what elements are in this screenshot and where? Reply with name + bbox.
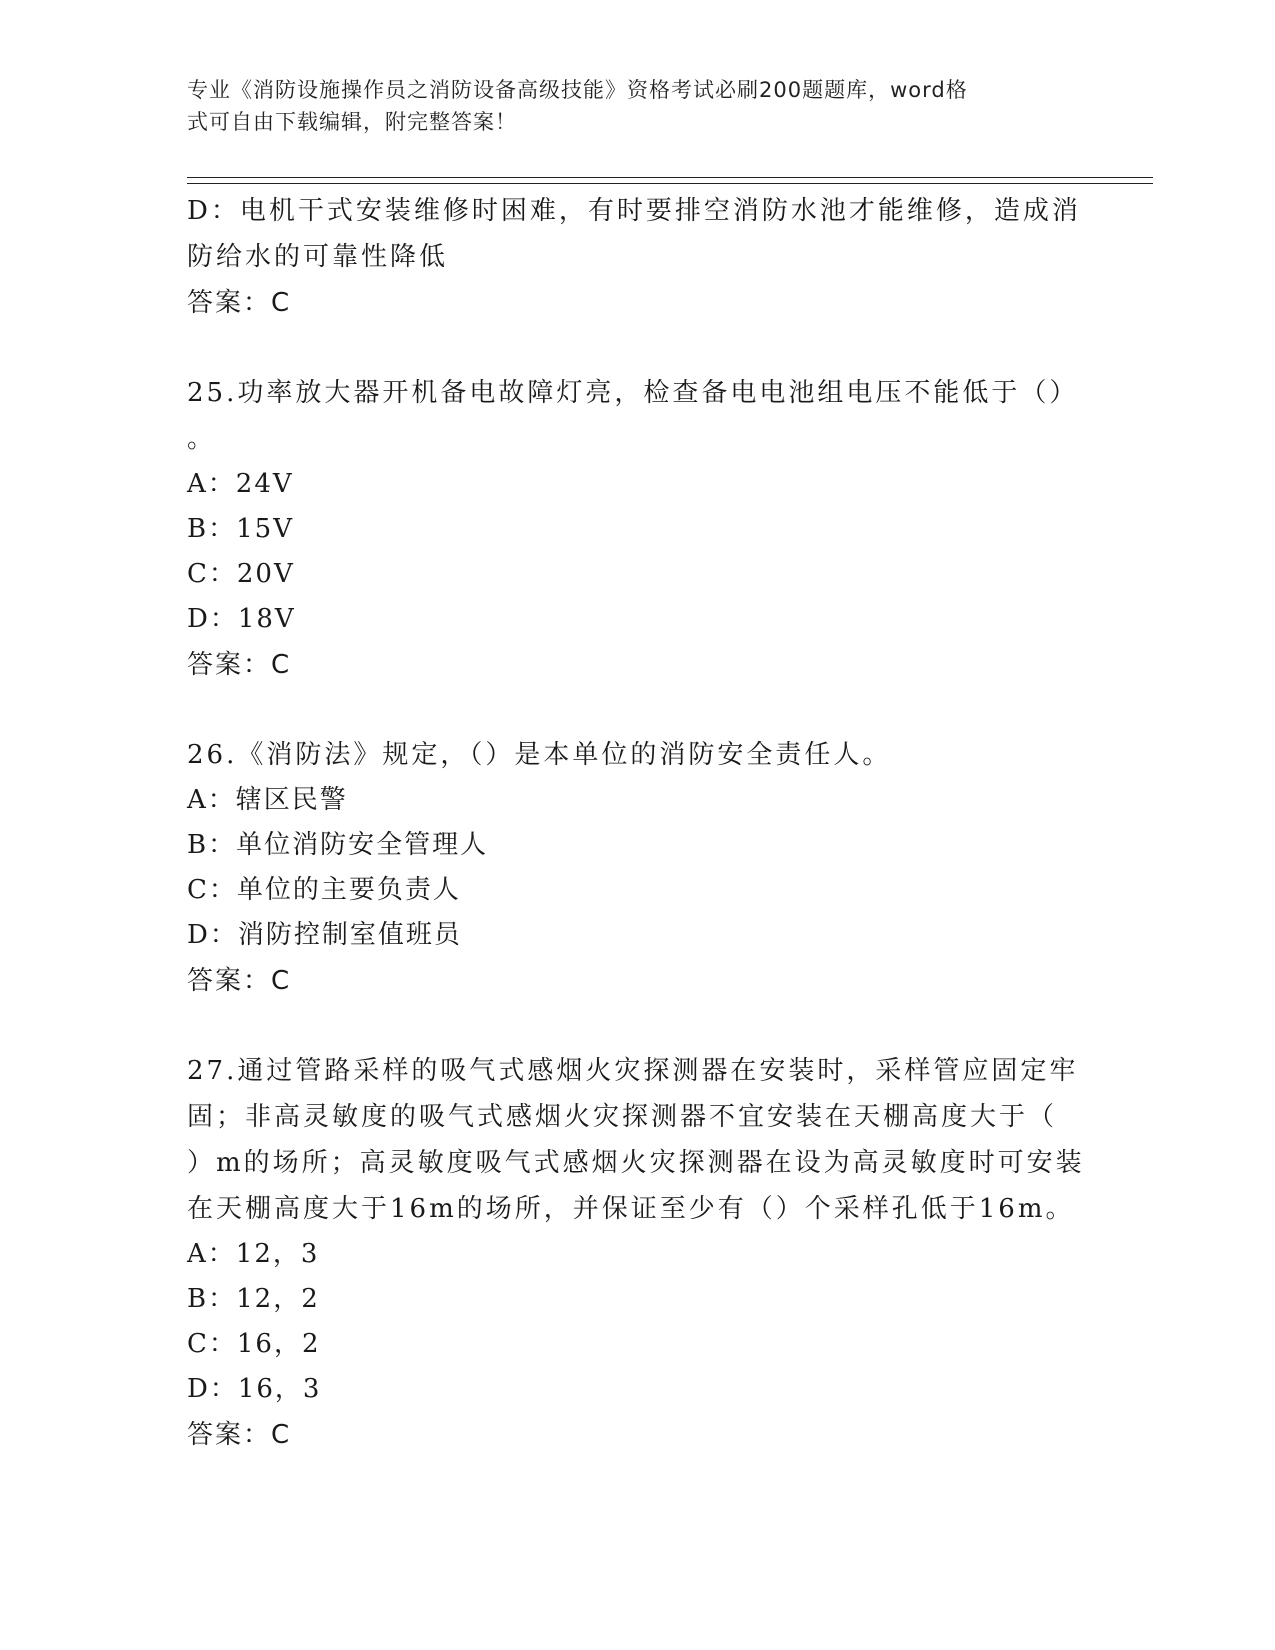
question-stem: 27.通过管路采样的吸气式感烟火灾探测器在安装时，采样管应固定牢: [187, 1056, 1079, 1086]
option-b: B：单位消防安全管理人: [187, 830, 489, 860]
header-divider-top: [187, 177, 1153, 178]
option-c: C：16，2: [187, 1329, 321, 1359]
question-stem: 26.《消防法》规定，（）是本单位的消防安全责任人。: [187, 740, 892, 770]
option-d-line-1: D：电机干式安装维修时困难，有时要排空消防水池才能维修，造成消: [187, 196, 1081, 226]
option-d: D：16，3: [187, 1374, 322, 1404]
answer-line: 答案：C: [187, 288, 292, 318]
question-26: [187, 732, 1087, 1004]
question-27: [187, 1048, 1087, 1458]
answer-line: 答案：C: [187, 1420, 292, 1450]
question-stem: 。: [187, 424, 217, 454]
question-stem: 25.功率放大器开机备电故障灯亮，检查备电电池组电压不能低于（）: [187, 378, 1079, 408]
document-header: [187, 74, 1067, 138]
option-a: A：辖区民警: [187, 785, 348, 815]
header-line-2: 式可自由下载编辑，附完整答案！: [187, 110, 517, 134]
option-c: C：20V: [187, 559, 295, 589]
option-d: D：消防控制室值班员: [187, 920, 462, 950]
question-24-tail: [187, 188, 1087, 326]
question-25: [187, 370, 1087, 688]
spacer: [187, 1004, 1087, 1048]
spacer: [187, 326, 1087, 370]
option-b: B：15V: [187, 514, 294, 544]
answer-line: 答案：C: [187, 650, 292, 680]
option-b: B：12，2: [187, 1284, 320, 1314]
document-body: [187, 188, 1087, 1458]
question-stem: 在天棚高度大于16m的场所，并保证至少有（）个采样孔低于16m。: [187, 1194, 1075, 1224]
header-divider-bottom: [187, 183, 1153, 184]
option-d: D：18V: [187, 604, 296, 634]
option-d-line-2: 防给水的可靠性降低: [187, 242, 449, 272]
option-a: A：24V: [187, 469, 294, 499]
question-stem: 固；非高灵敏度的吸气式感烟火灾探测器不宜安装在天棚高度大于（: [187, 1102, 1058, 1132]
spacer: [187, 688, 1087, 732]
header-line-1: 专业《消防设施操作员之消防设备高级技能》资格考试必刷200题题库，word格: [187, 78, 968, 102]
question-stem: ）m的场所；高灵敏度吸气式感烟火灾探测器在设为高灵敏度时可安装: [187, 1148, 1085, 1178]
answer-line: 答案：C: [187, 966, 292, 996]
option-c: C：单位的主要负责人: [187, 875, 461, 905]
option-a: A：12，3: [187, 1239, 320, 1269]
